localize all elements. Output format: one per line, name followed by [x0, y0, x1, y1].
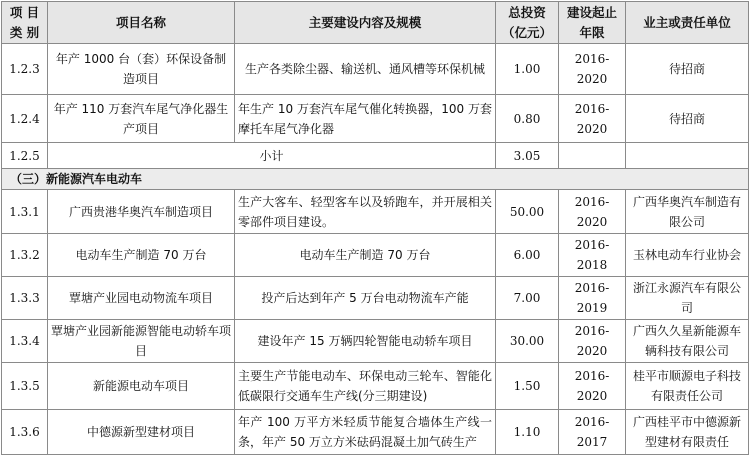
- project-period: 2016-2020: [559, 363, 626, 410]
- project-name: 广西贵港华奥汽车制造项目: [48, 190, 235, 234]
- project-investment: 6.00: [496, 234, 559, 277]
- project-content: 投产后达到年产 5 万台电动物流车产能: [235, 277, 496, 320]
- subtotal-period-empty: [559, 143, 626, 169]
- project-period: 2016-2020: [559, 190, 626, 234]
- project-code: 1.3.5: [2, 363, 48, 410]
- project-content: 电动车生产制造 70 万台: [235, 234, 496, 277]
- subtotal-investment: 3.05: [496, 143, 559, 169]
- project-content: 建设年产 15 万辆四轮智能电动轿车项目: [235, 320, 496, 363]
- header-row: [2, 2, 749, 44]
- table-row: [2, 277, 749, 320]
- project-owner: 桂平市顺源电子科技有限责任公司: [626, 363, 749, 410]
- project-investment: 30.00: [496, 320, 559, 363]
- project-content: 年产 100 万平方米轻质节能复合墙体生产线一条，年产 50 万立方米砝码混凝土加气砖生产: [235, 410, 496, 455]
- table-row: [2, 234, 749, 277]
- project-investment: 50.00: [496, 190, 559, 234]
- header-category: 项 目 类 别: [2, 2, 48, 44]
- project-owner: 浙江永源汽车有限公司: [626, 277, 749, 320]
- project-content: 生产各类除尘器、输送机、通风槽等环保机械: [235, 44, 496, 95]
- project-name: 电动车生产制造 70 万台: [48, 234, 235, 277]
- section-title: （三）新能源汽车电动车: [2, 169, 749, 190]
- subtotal-owner-empty: [626, 143, 749, 169]
- table-row: [2, 320, 749, 363]
- project-period: 2016-2020: [559, 320, 626, 363]
- subtotal-code: 1.2.5: [2, 143, 48, 169]
- table-row: [2, 44, 749, 95]
- project-owner: 玉林电动车行业协会: [626, 234, 749, 277]
- project-owner: 广西华奥汽车制造有限公司: [626, 190, 749, 234]
- project-code: 1.3.6: [2, 410, 48, 455]
- project-content: 年生产 10 万套汽车尾气催化转换器，100 万套摩托车尾气净化器: [235, 95, 496, 143]
- project-code: 1.2.4: [2, 95, 48, 143]
- project-content: 生产大客车、轻型客车以及轿跑车，并开展相关零部件项目建设。: [235, 190, 496, 234]
- project-table: [1, 1, 749, 455]
- table-row: [2, 410, 749, 455]
- project-name: 覃塘产业园电动物流车项目: [48, 277, 235, 320]
- project-period: 2016-2019: [559, 277, 626, 320]
- header-content: 主要建设内容及规模: [235, 2, 496, 44]
- subtotal-row: [2, 143, 749, 169]
- project-period: 2016-2017: [559, 410, 626, 455]
- header-period: 建设起止年限: [559, 2, 626, 44]
- project-content: 主要生产节能电动车、环保电动三轮车、智能化低碳限行交通车生产线(分三期建设): [235, 363, 496, 410]
- table-row: [2, 95, 749, 143]
- project-owner: 待招商: [626, 44, 749, 95]
- header-name: 项目名称: [48, 2, 235, 44]
- project-name: 新能源电动车项目: [48, 363, 235, 410]
- project-owner: 广西久久星新能源车辆科技有限公司: [626, 320, 749, 363]
- table-row: [2, 363, 749, 410]
- table-row: [2, 190, 749, 234]
- project-code: 1.2.3: [2, 44, 48, 95]
- project-investment: 1.10: [496, 410, 559, 455]
- project-owner: 广西桂平市中德源新型建材有限责任: [626, 410, 749, 455]
- header-investment: 总投资（亿元）: [496, 2, 559, 44]
- project-name: 年产 110 万套汽车尾气净化器生产项目: [48, 95, 235, 143]
- header-owner: 业主或责任单位: [626, 2, 749, 44]
- section-row: [2, 169, 749, 190]
- project-name: 年产 1000 台（套）环保设备制造项目: [48, 44, 235, 95]
- project-period: 2016-2018: [559, 234, 626, 277]
- project-code: 1.3.1: [2, 190, 48, 234]
- project-investment: 1.50: [496, 363, 559, 410]
- subtotal-label: 小计: [48, 143, 496, 169]
- project-code: 1.3.2: [2, 234, 48, 277]
- project-investment: 0.80: [496, 95, 559, 143]
- project-investment: 7.00: [496, 277, 559, 320]
- project-owner: 待招商: [626, 95, 749, 143]
- project-code: 1.3.4: [2, 320, 48, 363]
- project-period: 2016-2020: [559, 95, 626, 143]
- project-name: 覃塘产业园新能源智能电动轿车项目: [48, 320, 235, 363]
- project-code: 1.3.3: [2, 277, 48, 320]
- project-investment: 1.00: [496, 44, 559, 95]
- project-name: 中德源新型建材项目: [48, 410, 235, 455]
- project-period: 2016-2020: [559, 44, 626, 95]
